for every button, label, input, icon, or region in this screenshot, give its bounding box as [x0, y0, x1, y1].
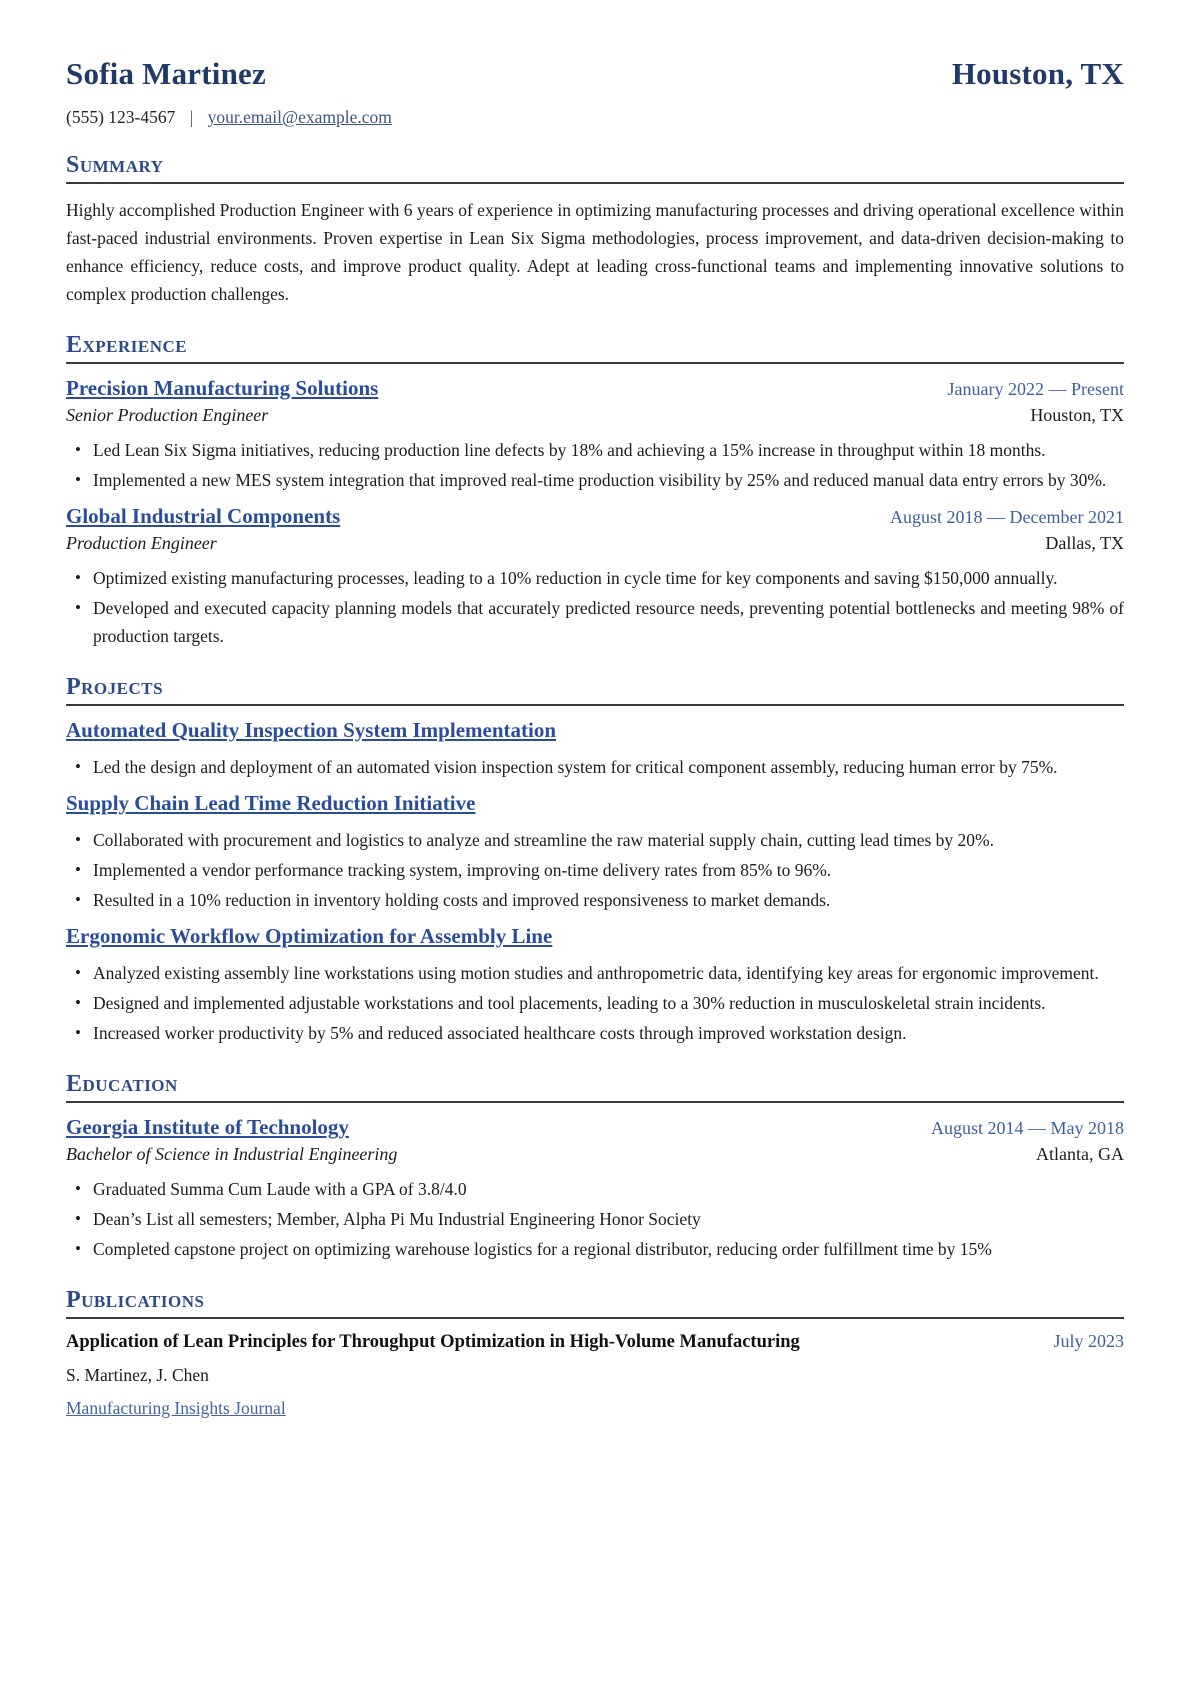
experience-section-title: Experience: [66, 332, 1124, 364]
bullet-item: • Implemented a new MES system integration that improved real-time production visibility by 25% and reduced manual data entry errors by 30%.: [66, 466, 1124, 494]
section-publications: [66, 1287, 1124, 1419]
school-dates: August 2014 — May 2018: [931, 1118, 1124, 1138]
projects-section-title: Projects: [66, 674, 1124, 706]
bullet-item: • Developed and executed capacity planning models that accurately predicted resource needs, preventing potential bottlenecks and meeting 98% of production targets.: [66, 594, 1124, 650]
publication-title-row: [66, 1331, 1124, 1353]
job-entry: [66, 376, 1124, 494]
degree: Bachelor of Science in Industrial Engineering: [66, 1144, 398, 1164]
job-title-row: [66, 376, 1124, 401]
project-link[interactable]: Supply Chain Lead Time Reduction Initiative: [66, 791, 476, 815]
section-education: [66, 1071, 1124, 1263]
publication-date: July 2023: [1053, 1331, 1124, 1351]
job-dates: August 2018 — December 2021: [890, 507, 1124, 527]
project-bullets: [66, 753, 1124, 781]
job-bullets: [66, 436, 1124, 494]
job-role: Production Engineer: [66, 533, 217, 553]
section-projects: [66, 674, 1124, 1047]
bullet-item: • Led the design and deployment of an automated vision inspection system for critical component assembly, reducing human error by 75%.: [66, 753, 1124, 781]
project-title-row: [66, 718, 1124, 743]
contact-line: [66, 107, 1124, 128]
job-subtitle-row: [66, 533, 1124, 554]
education-entry: [66, 1115, 1124, 1263]
bullet-item: • Resulted in a 10% reduction in inventory holding costs and improved responsiveness to market demands.: [66, 886, 1124, 914]
school-link[interactable]: Georgia Institute of Technology: [66, 1115, 349, 1139]
project-bullets: [66, 959, 1124, 1047]
education-section-title: Education: [66, 1071, 1124, 1103]
publication-entry: [66, 1331, 1124, 1419]
bullet-item: • Implemented a vendor performance tracking system, improving on-time delivery rates from 85% to 96%.: [66, 856, 1124, 884]
project-entry: [66, 924, 1124, 1047]
bullet-item: • Led Lean Six Sigma initiatives, reducing production line defects by 18% and achieving a 15% increase in throughput within 18 months.: [66, 436, 1124, 464]
school-title-row: [66, 1115, 1124, 1140]
project-title-row: [66, 924, 1124, 949]
job-entry: [66, 504, 1124, 650]
section-summary: [66, 152, 1124, 308]
company-link[interactable]: Precision Manufacturing Solutions: [66, 376, 379, 400]
project-link[interactable]: Ergonomic Workflow Optimization for Assembly Line: [66, 924, 553, 948]
publications-section-title: Publications: [66, 1287, 1124, 1319]
project-bullets: [66, 826, 1124, 914]
bullet-item: • Increased worker productivity by 5% and reduced associated healthcare costs through improved workstation design.: [66, 1019, 1124, 1047]
journal-link[interactable]: Manufacturing Insights Journal: [66, 1398, 286, 1418]
job-bullets: [66, 564, 1124, 650]
resume-header: [66, 56, 1124, 128]
header-row: [66, 56, 1124, 92]
job-role: Senior Production Engineer: [66, 405, 269, 425]
bullet-item: • Analyzed existing assembly line workstations using motion studies and anthropometric data, identifying key areas for ergonomic improvement.: [66, 959, 1124, 987]
header-location: Houston, TX: [951, 56, 1124, 91]
section-experience: [66, 332, 1124, 650]
email-link[interactable]: your.email@example.com: [207, 107, 392, 127]
publication-title: Application of Lean Principles for Throughput Optimization in High-Volume Manufacturing: [66, 1332, 800, 1352]
project-title-row: [66, 791, 1124, 816]
bullet-item: • Graduated Summa Cum Laude with a GPA of 3.8/4.0: [66, 1175, 1124, 1203]
project-entry: [66, 791, 1124, 914]
project-entry: [66, 718, 1124, 781]
company-link[interactable]: Global Industrial Components: [66, 504, 341, 528]
job-title-row: [66, 504, 1124, 529]
summary-section-title: Summary: [66, 152, 1124, 184]
bullet-item: • Dean’s List all semesters; Member, Alpha Pi Mu Industrial Engineering Honor Society: [66, 1205, 1124, 1233]
education-bullets: [66, 1175, 1124, 1263]
school-subtitle-row: [66, 1144, 1124, 1165]
bullet-item: • Collaborated with procurement and logistics to analyze and streamline the raw material supply chain, cutting lead times by 20%.: [66, 826, 1124, 854]
job-dates: January 2022 — Present: [947, 379, 1124, 399]
person-name: Sofia Martinez: [66, 56, 266, 91]
publication-authors: S. Martinez, J. Chen: [66, 1365, 209, 1385]
bullet-item: • Completed capstone project on optimizing warehouse logistics for a regional distributor, reducing order fulfillment time by 15%: [66, 1235, 1124, 1263]
school-location: Atlanta, GA: [1036, 1144, 1124, 1164]
bullet-item: • Optimized existing manufacturing processes, leading to a 10% reduction in cycle time for key components and saving $150,000 annually.: [66, 564, 1124, 592]
contact-separator: |: [189, 107, 194, 127]
phone-number: (555) 123-4567: [66, 107, 176, 127]
bullet-item: • Designed and implemented adjustable workstations and tool placements, leading to a 30% reduction in musculoskeletal strain incidents.: [66, 989, 1124, 1017]
job-location: Houston, TX: [1030, 405, 1124, 425]
job-subtitle-row: [66, 405, 1124, 426]
project-link[interactable]: Automated Quality Inspection System Implementation: [66, 718, 557, 742]
job-location: Dallas, TX: [1045, 533, 1124, 553]
summary-text: Highly accomplished Production Engineer with 6 years of experience in optimizing manufacturing processes and driving operational excellence within fast-paced industrial environments. Proven expertise in Lean Six Sigma methodologies, process improvement, and data-driven decision-making to enhance efficiency, reduce costs, and improve product quality. Adept at leading cross-functional teams and implementing innovative solutions to complex production challenges.: [66, 200, 1124, 304]
